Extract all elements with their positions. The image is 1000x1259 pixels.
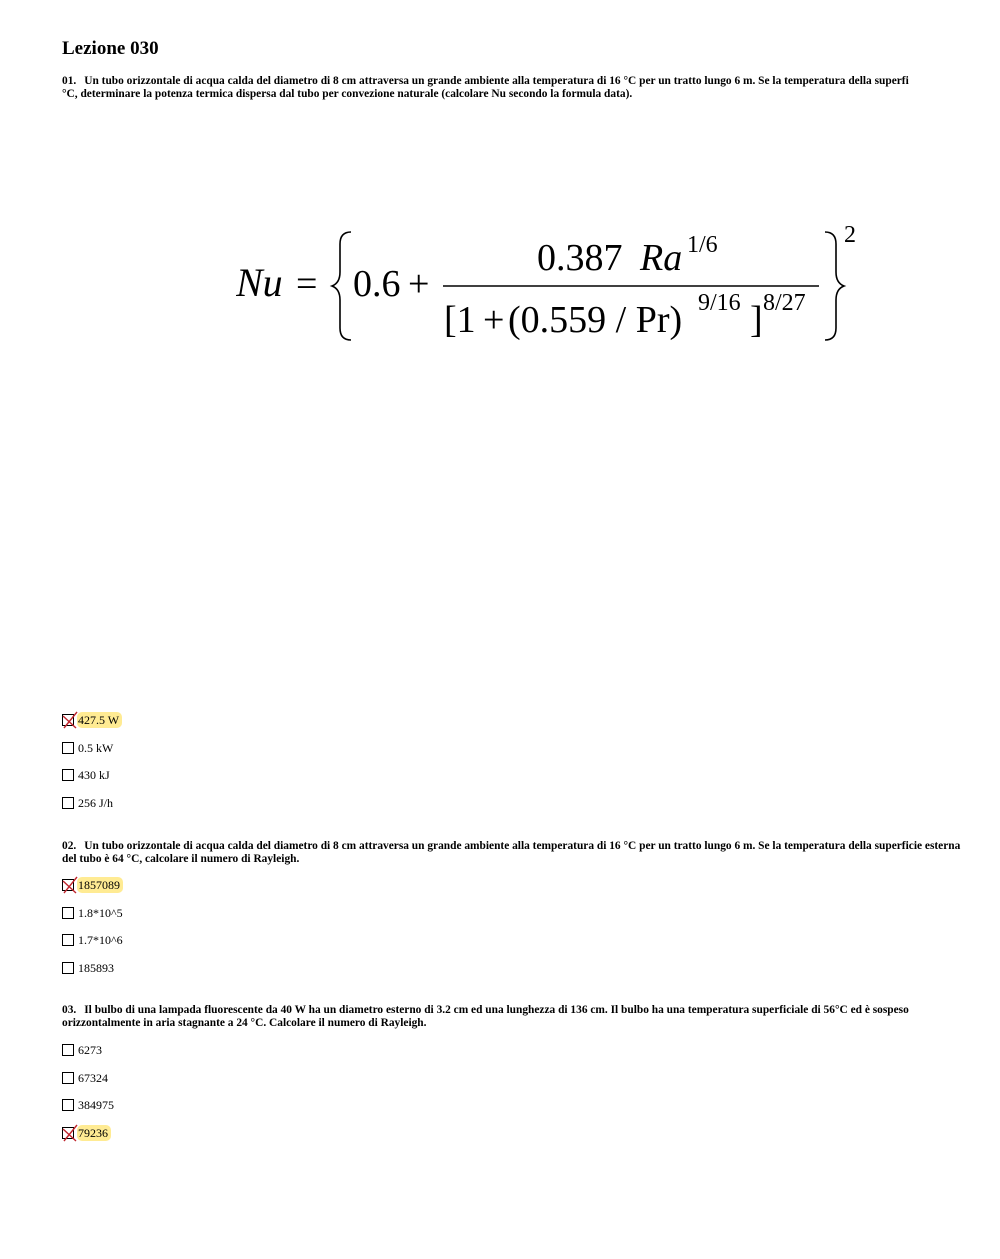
q3-option-3[interactable]	[62, 1097, 117, 1113]
den-inner: (0.559 / Pr)	[508, 299, 683, 341]
option-label: 427.5 W	[77, 712, 122, 728]
lesson-title: Lezione 030	[62, 38, 159, 59]
q2-option-3[interactable]	[62, 932, 126, 948]
q2-option-4[interactable]	[62, 960, 117, 976]
checkbox[interactable]	[62, 962, 74, 974]
q1-option-2[interactable]	[62, 740, 116, 756]
formula-plus: +	[408, 263, 430, 305]
option-label: 256 J/h	[78, 796, 114, 810]
den-inner-exp: 9/16	[698, 290, 741, 316]
option-label: 6273	[78, 1043, 102, 1057]
question-text-line1: Un tubo orizzontale di acqua calda del diametro di 8 cm attraversa un grande ambiente alla temperatura di 16 °C per un tratto lungo 6 m. Se la temperatura della superfi	[84, 75, 909, 87]
option-label: 1.8*10^5	[78, 906, 123, 920]
question-2-text	[62, 840, 962, 866]
question-text: Il bulbo di una lampada fluorescente da 40 W ha un diametro esterno di 3.2 cm ed una lunghezza di 136 cm. Il bulbo ha una temperatura superficiale di 56°C ed è sospeso orizzontalmente in aria stagnante a 24 °C. Calcolare il numero di Rayleigh.	[62, 1004, 909, 1029]
checkbox[interactable]	[62, 742, 74, 754]
formula-lhs: Nu	[236, 260, 283, 305]
question-number: 02.	[62, 840, 77, 852]
option-label: 1857089	[77, 877, 123, 893]
checkbox[interactable]	[62, 907, 74, 919]
q3-option-2[interactable]	[62, 1070, 111, 1086]
question-text-line2: °C, determinare la potenza termica dispersa dal tubo per convezione naturale (calcolare Nu secondo la formula data).	[62, 88, 633, 100]
den-close: ]	[750, 299, 763, 341]
q2-option-1[interactable]	[62, 877, 123, 893]
option-label: 67324	[78, 1071, 108, 1085]
den-exp: 8/27	[763, 290, 806, 316]
option-label: 79236	[77, 1125, 111, 1141]
right-brace	[825, 232, 844, 340]
numerator-coef: 0.387	[537, 237, 623, 279]
question-1-text	[62, 75, 1000, 101]
checkbox-checked[interactable]	[62, 1127, 74, 1139]
checkbox[interactable]	[62, 1044, 74, 1056]
option-label: 1.7*10^6	[78, 933, 123, 947]
outer-exp: 2	[844, 222, 856, 248]
nusselt-formula	[236, 220, 876, 350]
checkbox[interactable]	[62, 1072, 74, 1084]
formula-equals: =	[296, 263, 318, 305]
q1-option-4[interactable]	[62, 795, 116, 811]
checkbox-checked[interactable]	[62, 879, 74, 891]
checkbox-checked[interactable]	[62, 714, 74, 726]
q1-option-3[interactable]	[62, 767, 113, 783]
option-label: 185893	[78, 961, 114, 975]
question-number: 03.	[62, 1004, 77, 1016]
formula-const: 0.6	[353, 263, 401, 305]
left-brace	[332, 232, 351, 340]
option-label: 430 kJ	[78, 768, 110, 782]
question-3-text	[62, 1004, 962, 1030]
checkbox[interactable]	[62, 934, 74, 946]
q2-option-2[interactable]	[62, 905, 126, 921]
q1-option-1[interactable]	[62, 712, 122, 728]
option-label: 384975	[78, 1098, 114, 1112]
option-label: 0.5 kW	[78, 741, 114, 755]
numerator-exp: 1/6	[687, 232, 718, 258]
checkbox[interactable]	[62, 1099, 74, 1111]
den-plus: +	[483, 299, 505, 341]
checkbox[interactable]	[62, 769, 74, 781]
question-number: 01.	[62, 75, 77, 87]
q3-option-4[interactable]	[62, 1125, 111, 1141]
den-open: [1	[444, 299, 476, 341]
numerator-var: Ra	[640, 237, 683, 279]
q3-option-1[interactable]	[62, 1042, 105, 1058]
question-text: Un tubo orizzontale di acqua calda del diametro di 8 cm attraversa un grande ambiente alla temperatura di 16 °C per un tratto lungo 6 m. Se la temperatura della superficie esterna del tubo è 64 °C, calcolare il numero di Rayleigh.	[62, 840, 961, 865]
checkbox[interactable]	[62, 797, 74, 809]
